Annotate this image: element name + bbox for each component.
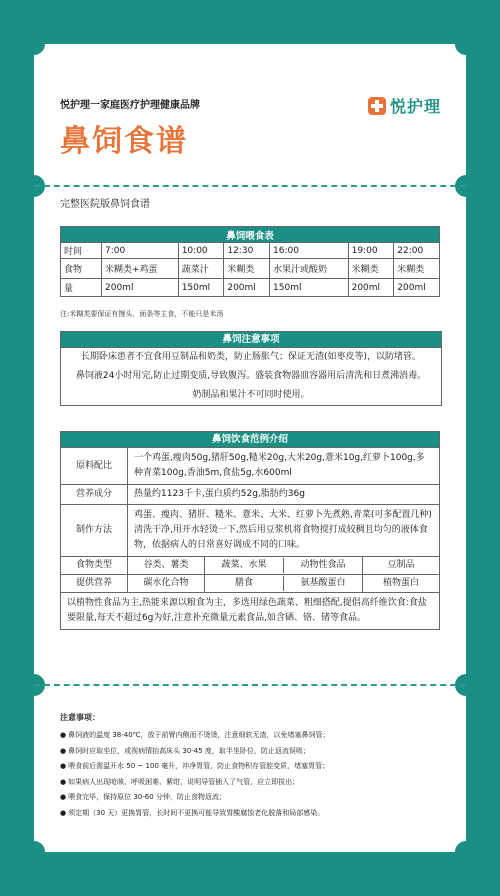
list-item: ● 须定期（30 天）更换胃管，长时间不更换可能导致胃酸腐蚀老化脱落和局部感染。: [60, 806, 440, 822]
nutrient-cell: 膳食: [205, 576, 284, 591]
medical-cross-icon: [368, 97, 386, 115]
food-type-cell: 豆制品: [363, 557, 440, 575]
diet-row-text: 鸡蛋、瘦肉、猪肝、糙米、薏米、大米、红萝卜先煮熟,青菜(可多配置几种)清洗干净,用开水轻烫一下,然后用豆浆机将食物搅打成较稠且均匀的液体食物，依据病人的日常喜好调成不同的口味。: [128, 505, 440, 557]
diet-row-text: 一个鸡蛋,瘦肉50g,猪肝50g,糙米20g,大米20g,薏米10g,红萝卜100g,多种青菜100g,香油5m,食盐5g,水600ml: [128, 448, 440, 485]
notch-top-left: [23, 33, 45, 55]
food-type-cell: 谷类、薯类: [128, 557, 205, 575]
list-item: ● 鼻饲液的温度 38-40℃，放于前臂内侧而不烫烫，注意细软无渣，以免堵塞鼻饲管；: [60, 728, 440, 744]
diet-row: [61, 505, 440, 557]
food-row: [61, 259, 440, 279]
list-item: ● 鼻饲时应取坐位，或视病情抬高床头 30-45 度，取半坐卧位，防止返流误吸；: [60, 744, 440, 760]
diet-summary: 以植物性食品为主,热能来源以粮食为主，多选用绿色蔬菜、粗细搭配,提倡高纤维饮食:食盐要限量,每天不超过6g为好,注意补充微量元素食品,如含硒、铬、锗等食品。: [61, 593, 440, 630]
nutrient-cell: 植物蛋白: [363, 575, 440, 593]
amount-cell: 200ml: [224, 279, 270, 297]
notch-bottom-right: [455, 841, 477, 863]
brand-line: 悦护理一家庭医疗护理健康品牌: [60, 100, 200, 111]
nutrient-cell: 氨基酸蛋白: [300, 578, 346, 588]
nutrient-cell: 碳水化合物: [128, 575, 205, 593]
diet-row: [61, 448, 440, 485]
food-cell: 米糊类: [348, 259, 394, 279]
feeding-table: [60, 226, 440, 297]
time-cell: 10:00: [178, 243, 224, 259]
food-label: 食物: [61, 259, 102, 279]
list-item: ● 如果病人出现呛咳、呼吸困难、紫绀，说明导管插入了气管，应立即拔出；: [60, 775, 440, 791]
logo: [368, 94, 441, 117]
food-type-label: 食物类型: [61, 557, 128, 575]
notes-list: [60, 728, 440, 821]
food-type-cell: 蔬菜、水果: [205, 558, 284, 573]
subtitle: 完整医院版鼻饲食谱: [60, 199, 150, 210]
nutrient-row: [61, 575, 440, 593]
notch-top-right: [455, 33, 477, 55]
precaution-line: 奶制品和果汁不可同时使用。: [192, 390, 310, 400]
notes-title: 注意事项：: [60, 713, 100, 722]
amount-cell: 200ml: [348, 279, 394, 297]
notch-bottom-left: [23, 841, 45, 863]
food-type-cell: 动物性食品: [300, 560, 346, 570]
page-title: 鼻饲食谱: [60, 124, 188, 159]
diet-row-label: 制作方法: [61, 505, 128, 557]
logo-text: 悦护理: [390, 97, 442, 116]
amount-label: 量: [61, 279, 102, 297]
amount-cell: 200ml: [102, 279, 179, 297]
amount-cell: 200ml: [394, 279, 440, 297]
food-cell: 蔬菜汁: [178, 259, 224, 279]
diet-example-heading: 鼻饲饮食范例介绍: [61, 432, 440, 448]
time-cell: 16:00: [270, 243, 349, 259]
summary-row: [61, 593, 440, 630]
amount-cell: 150ml: [270, 279, 349, 297]
diet-row-label: 营养成分: [61, 485, 128, 505]
feeding-footnote: 注:米糊类要保证有馒头、面条等主食，不能只是米汤: [60, 310, 224, 318]
time-cell: 12:30: [224, 243, 270, 259]
time-cell: 7:00: [102, 243, 179, 259]
food-cell: 水果汁或酸奶: [270, 259, 349, 279]
precautions-heading: 鼻饲注意事项: [61, 332, 441, 348]
precautions-box: [60, 331, 442, 406]
food-type-row: [61, 557, 440, 575]
amount-cell: 150ml: [178, 279, 224, 297]
time-cell: 19:00: [348, 243, 394, 259]
perforation-top: [34, 185, 466, 187]
food-cell: 米糊类: [394, 259, 440, 279]
list-item: ● 喂食前后需温开水 50 ~ 100 毫升，冲净胃管，防止食物积存管腔变质，堵塞胃管；: [60, 759, 440, 775]
amount-row: [61, 279, 440, 297]
list-item: ● 喂食完毕，保持原位 30-60 分钟，防止食物返流；: [60, 790, 440, 806]
food-cell: 米糊类+鸡蛋: [102, 259, 179, 279]
time-label: 时间: [61, 243, 102, 259]
diet-row-text: 热量约1123千卡,蛋白质约52g,脂肪约36g: [128, 485, 440, 505]
precaution-line: 长期卧床患者不宜食用豆制品和奶类，防止肠胀气；保证无渣(如枣皮等)，以防堵管。: [80, 352, 422, 362]
diet-row: [61, 485, 440, 505]
food-cell: 米糊类: [224, 259, 270, 279]
perforation-bottom: [34, 684, 466, 686]
time-row: [61, 243, 440, 259]
feeding-table-heading: 鼻饲喂食表: [61, 227, 440, 243]
time-cell: 22:00: [394, 243, 440, 259]
precaution-line: 鼻饲液24小时用完,防止过期变质,导致腹泻。盛装食物器皿容器用后清洗和日煮沸消毒。: [75, 371, 427, 381]
diet-row-label: 原料配比: [61, 448, 128, 485]
diet-example-table: [60, 431, 440, 630]
nutrient-label: 提供营养: [61, 575, 128, 593]
